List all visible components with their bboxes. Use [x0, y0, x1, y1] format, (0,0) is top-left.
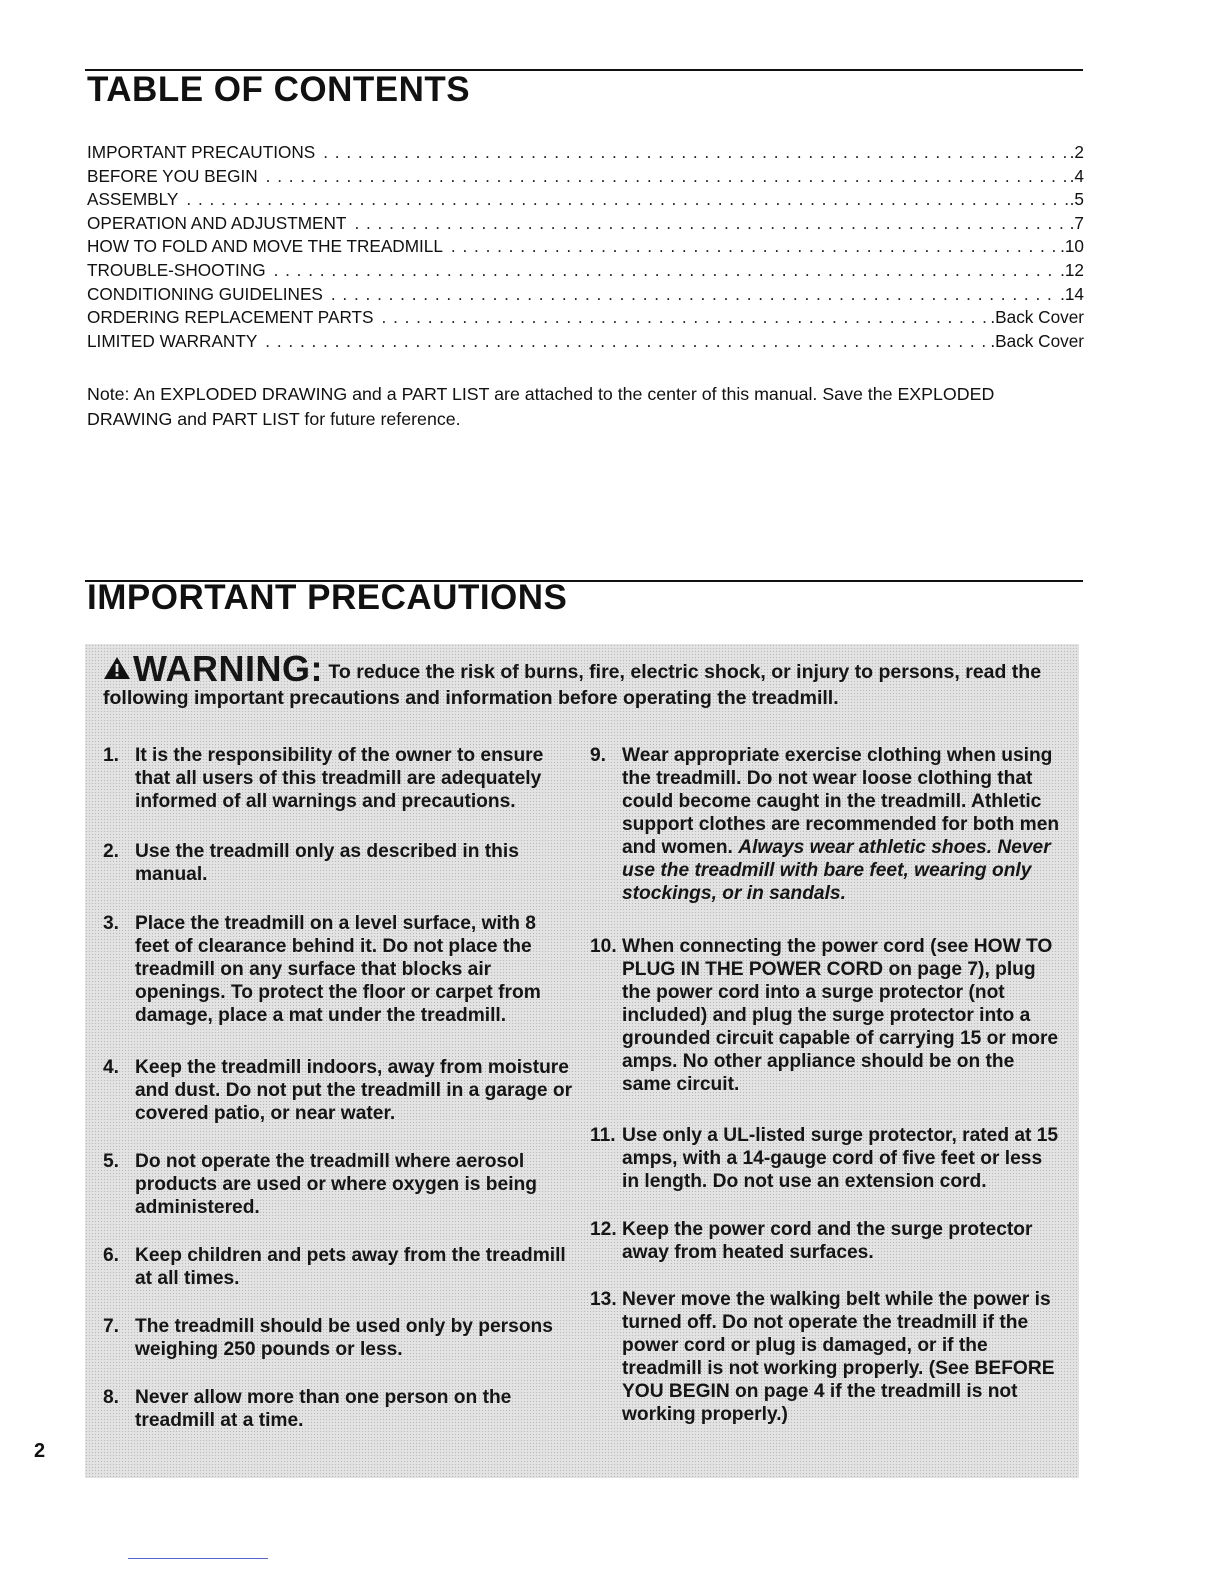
- precaution-item: 4. Keep the treadmill indoors, away from moisture and dust. Do not put the treadmill in a garage or covered patio, or near water.: [103, 1057, 573, 1124]
- footwear-warning: Always wear athletic shoes. Never use the treadmill with bare feet, wearing only stockings, or in sandals.: [622, 837, 1051, 904]
- precaution-item: 12. Keep the power cord and the surge protector away from heated surfaces.: [590, 1219, 1033, 1263]
- warning-triangle-icon: [103, 656, 131, 680]
- toc-heading: TABLE OF CONTENTS: [87, 70, 471, 109]
- precaution-item: 1. It is the responsibility of the owner to ensure that all users of this treadmill are adequately informed of all warnings and precautions.: [103, 745, 544, 812]
- precautions-heading: IMPORTANT PRECAUTIONS: [87, 578, 568, 617]
- precaution-item: 8. Never allow more than one person on the treadmill at a time.: [103, 1387, 512, 1431]
- toc-entry[interactable]: BEFORE YOU BEGIN . . . .4: [87, 166, 1084, 190]
- toc-entry[interactable]: LIMITED WARRANTY . . . .Back Cover: [87, 331, 1084, 355]
- precaution-item: 9. Wear appropriate exercise clothing when using the treadmill. Do not wear loose clothing that could become caught in the treadmill. Athletic support clothes are recommended for both men and women. Always wear athletic shoes. Never use the treadmill with bare feet, wearing only stockings, or in sandals.: [590, 745, 1060, 904]
- toc-entry[interactable]: HOW TO FOLD AND MOVE THE TREADMILL . . . .10: [87, 236, 1084, 260]
- precaution-item: 11. Use only a UL-listed surge protector, rated at 15 amps, with a 14-gauge cord of five feet or less in length. Do not use an extension cord.: [590, 1125, 1059, 1192]
- precaution-item: 2. Use the treadmill only as described in this manual.: [103, 841, 519, 885]
- precaution-item: 3. Place the treadmill on a level surface, with 8 feet of clearance behind it. Do not place the treadmill on any surface that blocks air openings. To protect the floor or carpet from damage, place a mat under the treadmill.: [103, 913, 541, 1026]
- table-of-contents: [87, 142, 1084, 354]
- precaution-item: 7. The treadmill should be used only by persons weighing 250 pounds or less.: [103, 1316, 553, 1360]
- exploded-drawing-note: Note: An EXPLODED DRAWING and a PART LIST are attached to the center of this manual. Save the EXPLODED DRAWING and PART LIST for future reference.: [87, 384, 995, 429]
- toc-entry[interactable]: CONDITIONING GUIDELINES . . . .14: [87, 284, 1084, 308]
- toc-entry[interactable]: OPERATION AND ADJUSTMENT . . . .7: [87, 213, 1084, 237]
- precaution-item: 10. When connecting the power cord (see HOW TO PLUG IN THE POWER CORD on page 7), plug the power cord into a surge protector (not included) and plug the surge protector into a grounded circuit capable of carrying 15 or more amps. No other appliance should be on the same circuit.: [590, 936, 1059, 1095]
- warning-statement: [103, 648, 1063, 711]
- warning-box: [85, 644, 1079, 1478]
- toc-entry[interactable]: ORDERING REPLACEMENT PARTS . . . .Back Cover: [87, 307, 1084, 331]
- toc-entry[interactable]: IMPORTANT PRECAUTIONS . . . .2: [87, 142, 1084, 166]
- precaution-item: 13. Never move the walking belt while the power is turned off. Do not operate the treadmill if the power cord or plug is damaged, or if the treadmill is not working properly. (See BEFORE YOU BEGIN on page 4 if the treadmill is not working properly.): [590, 1289, 1055, 1425]
- page-number: 2: [34, 1440, 46, 1462]
- precaution-item: 5. Do not operate the treadmill where aerosol products are used or where oxygen is being administered.: [103, 1151, 537, 1218]
- toc-entry[interactable]: TROUBLE-SHOOTING . . . .12: [87, 260, 1084, 284]
- warning-text: To reduce the risk of burns, fire, electric shock, or injury to persons, read the following important precautions and information before operating the treadmill.: [103, 661, 1042, 709]
- toc-entry[interactable]: ASSEMBLY . . . .5: [87, 189, 1084, 213]
- warning-word: WARNING:: [133, 648, 323, 689]
- precaution-item: 6. Keep children and pets away from the treadmill at all times.: [103, 1245, 566, 1289]
- footer-link-line: [128, 1558, 268, 1559]
